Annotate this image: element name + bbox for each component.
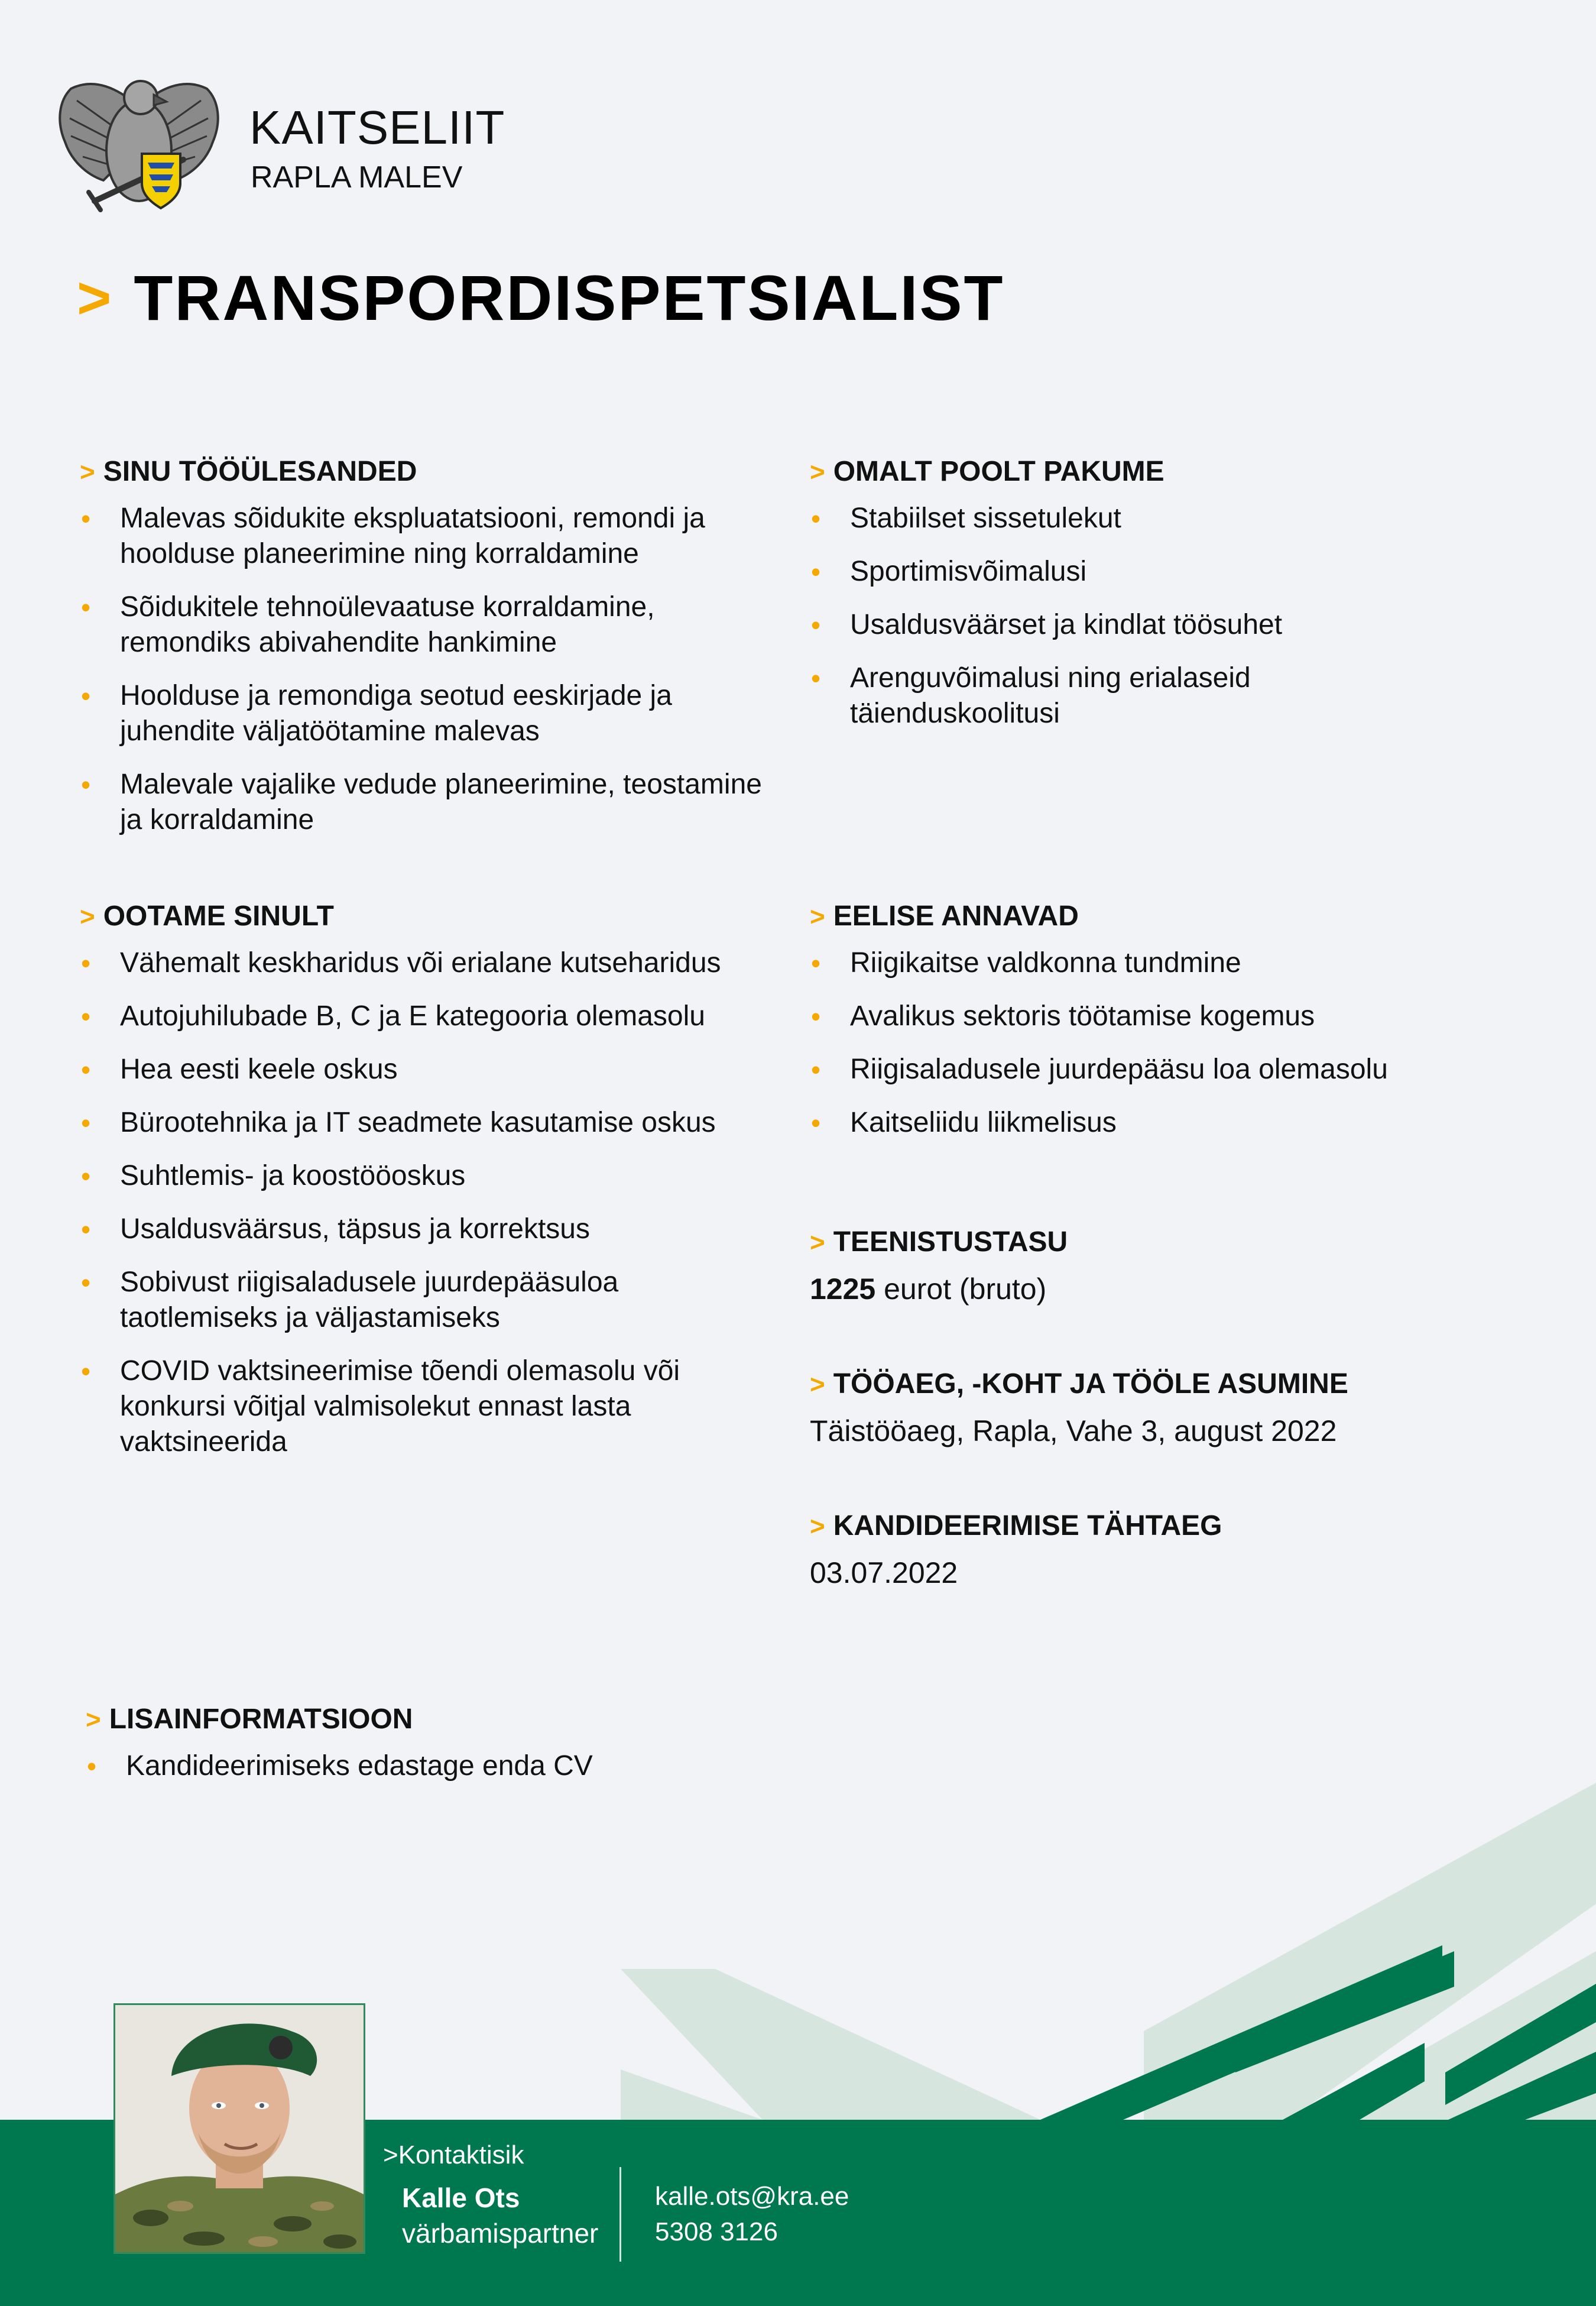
list-item: • Autojuhilubade B, C ja E kategooria olemasolu: [80, 999, 789, 1034]
section-tasks: [80, 455, 777, 856]
chevron-right-icon: >: [86, 1705, 101, 1734]
list-item: • Kaitseliidu liikmelisus: [810, 1105, 1519, 1141]
contact-photo: [113, 2003, 365, 2254]
section-heading: > OMALT POOLT PAKUME: [810, 456, 1164, 487]
chevron-right-icon: >: [810, 1370, 825, 1399]
chevron-right-icon: >: [810, 458, 825, 487]
salary-amount: 1225: [810, 1272, 876, 1306]
worktime-text: Täistööaeg, Rapla, Vahe 3, august 2022: [810, 1414, 1337, 1447]
section-salary: [810, 1226, 1519, 1307]
list-item: • Riigikaitse valdkonna tundmine: [810, 945, 1519, 981]
contact-label: >Kontaktisik: [383, 2140, 524, 2169]
list-item: • Sobivust riigisaladusele juurdepääsuloa taotlemiseks ja väljastamiseks: [80, 1265, 711, 1336]
section-heading: > LISAINFORMATSIOON: [86, 1703, 413, 1735]
advantage-list: [810, 945, 1519, 1141]
list-item: • Hoolduse ja remondiga seotud eeskirjade ja juhendite väljatöötamine malevas: [80, 678, 777, 749]
section-heading: > OOTAME SINULT: [80, 901, 334, 932]
chevron-right-icon: >: [80, 458, 95, 487]
offer-list: [810, 501, 1490, 731]
section-offer: [810, 455, 1490, 749]
section-expect: [80, 900, 789, 1478]
list-item: • Vähemalt keskharidus või erialane kutseharidus: [80, 945, 789, 981]
list-item: • Hea eesti keele oskus: [80, 1052, 789, 1087]
list-item: • Usaldusväärset ja kindlat töösuhet: [810, 607, 1490, 643]
tasks-list: [80, 501, 777, 838]
contact-role: värbamispartner: [402, 2218, 599, 2249]
list-item: • Avalikus sektoris töötamise kogemus: [810, 999, 1519, 1034]
list-item: • Sõidukitele tehnoülevaatuse korraldamine, remondiks abivahendite hankimine: [80, 590, 777, 660]
contact-divider: [619, 2167, 621, 2262]
list-item: • Sportimisvõimalusi: [810, 554, 1490, 590]
list-item: • Stabiilset sissetulekut: [810, 501, 1490, 536]
list-item: • Malevale vajalike vedude planeerimine, teostamine ja korraldamine: [80, 767, 777, 838]
contact-name: Kalle Ots: [402, 2182, 520, 2213]
section-heading: > SINU TÖÖÜLESANDED: [80, 456, 417, 487]
list-item: • Malevas sõidukite ekspluatatsiooni, remondi ja hoolduse planeerimine ning korraldamine: [80, 501, 777, 572]
list-item: • Suhtlemis- ja koostööoskus: [80, 1158, 789, 1194]
kaitseliit-eagle-logo: [53, 65, 225, 222]
title-arrow-icon: >: [77, 265, 112, 331]
contact-email-link[interactable]: kalle.ots@kra.ee: [655, 2182, 849, 2211]
list-item: • Arenguvõimalusi ning erialaseid täienduskoolitusi: [810, 660, 1323, 731]
deadline-date: 03.07.2022: [810, 1556, 958, 1589]
list-item: • COVID vaktsineerimise tõendi olemasolu või konkursi võitjal valmisolekut ennast lasta vaktsineerida: [80, 1353, 711, 1460]
section-deadline: [810, 1510, 1519, 1591]
list-item: • Usaldusväärsus, täpsus ja korrektsus: [80, 1212, 789, 1247]
list-item: • Bürootehnika ja IT seadmete kasutamise oskus: [80, 1105, 789, 1141]
section-heading: > EELISE ANNAVAD: [810, 901, 1079, 932]
salary-text: 1225 eurot (bruto): [810, 1272, 1047, 1306]
chevron-right-icon: >: [810, 1512, 825, 1541]
chevron-right-icon: >: [810, 902, 825, 931]
expect-list: [80, 945, 789, 1460]
list-item: • Kandideerimiseks edastage enda CV: [86, 1748, 795, 1784]
section-advantage: [810, 900, 1519, 1158]
section-heading: > KANDIDEERIMISE TÄHTAEG: [810, 1510, 1222, 1541]
section-worktime: [810, 1368, 1519, 1449]
chevron-right-icon: >: [80, 902, 95, 931]
chevron-right-icon: >: [810, 1228, 825, 1257]
section-heading: > TEENISTUSTASU: [810, 1226, 1068, 1258]
section-heading: > TÖÖAEG, -KOHT JA TÖÖLE ASUMINE: [810, 1368, 1348, 1400]
org-unit: RAPLA MALEV: [251, 160, 463, 195]
org-name: KAITSELIIT: [249, 101, 505, 154]
contact-phone-link[interactable]: 5308 3126: [655, 2217, 778, 2246]
job-title-row: [77, 262, 1005, 333]
list-item: • Riigisaladusele juurdepääsu loa olemasolu: [810, 1052, 1519, 1087]
job-title: TRANSPORDISPETSIALIST: [134, 262, 1005, 333]
